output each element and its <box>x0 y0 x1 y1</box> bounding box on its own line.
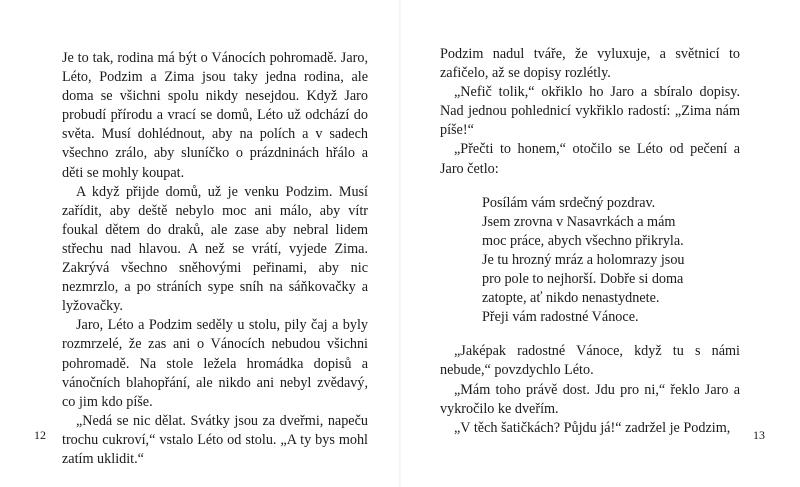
letter-line: Je tu hrozný mráz a holomrazy jsou <box>482 251 685 268</box>
letter-block <box>482 194 740 328</box>
page-number-right: 13 <box>753 428 765 442</box>
paragraph: „Nefič tolik,“ okřiklo ho Jaro a sbíralo dopisy. Nad jednou pohlednicí vykřiklo radostí: „Zima nám píše!“ <box>440 84 740 139</box>
right-page <box>400 0 800 487</box>
paragraph: Je to tak, rodina má být o Vánocích pohromadě. Jaro, Léto, Podzim a Zima jsou taky jedna rodina, ale doma se všichni spolu nikdy nesejdou. Když Jaro probudí přírodu a vrací se domů, Léto už odchází do světa. Musí dohlédnout, aby na polích a v sadech všechno zrálo, aby sluníčko o prázdninách hřálo a děti se mohly koupat. <box>62 50 368 181</box>
paragraph: „V těch šatičkách? Půjdu já!“ zadržel je Podzim, <box>454 419 731 436</box>
page-number-left: 12 <box>34 428 46 442</box>
left-page-text <box>62 49 368 469</box>
letter-line: Jsem zrovna v Nasavrkách a mám <box>482 213 676 230</box>
paragraph: Jaro, Léto a Podzim seděly u stolu, pily čaj a byly rozmrzelé, že zas ani o Vánocích nebudou všichni pohromadě. Na stole ležela hromádka dopisů a vánočních blahopřání, ale nikdo ani nebyl zvědavý, co jim kdo píše. <box>62 317 368 410</box>
paragraph: „Jaképak radostné Vánoce, když tu s námi nebude,“ povzdychlo Léto. <box>440 343 740 379</box>
paragraph: „Mám toho právě dost. Jdu pro ni,“ řeklo Jaro a vykročilo ke dveřím. <box>440 381 740 417</box>
paragraph: „Nedá se nic dělat. Svátky jsou za dveřmi, napeču trochu cukroví,“ vstalo Léto od stolu. „A ty bys mohl zatím uklidit.“ <box>62 412 368 467</box>
paragraph: Podzim nadul tváře, že vyluxuje, a světnicí to zafičelo, až se dopisy rozlétly. <box>440 46 740 82</box>
paragraph: A když přijde domů, už je venku Podzim. Musí zařídit, aby deště nebylo moc ani málo, aby vítr foukal dětem do draků, ale zase aby nebral lidem střechu nad hlavou. A než se vrátí, vyjede Zima. Zakrývá všechno sněhovými peřinami, aby nic nezmrzlo, a po stráních sype sníh na sáňkovačky a lyžovačky. <box>62 183 368 315</box>
letter-line: pro pole to nejhorší. Dobře si doma <box>482 271 684 288</box>
letter-line: Přeji vám radostné Vánoce. <box>482 309 639 326</box>
paragraph: „Přečti to honem,“ otočilo se Léto od pečení a Jaro četlo: <box>440 141 740 177</box>
letter-line: Posílám vám srdečný pozdrav. <box>482 194 656 211</box>
right-page-text <box>440 45 740 438</box>
letter-line: zatopte, ať nikdo nenastydnete. <box>482 290 660 307</box>
letter-line: moc práce, abych všechno přikryla. <box>482 232 684 249</box>
